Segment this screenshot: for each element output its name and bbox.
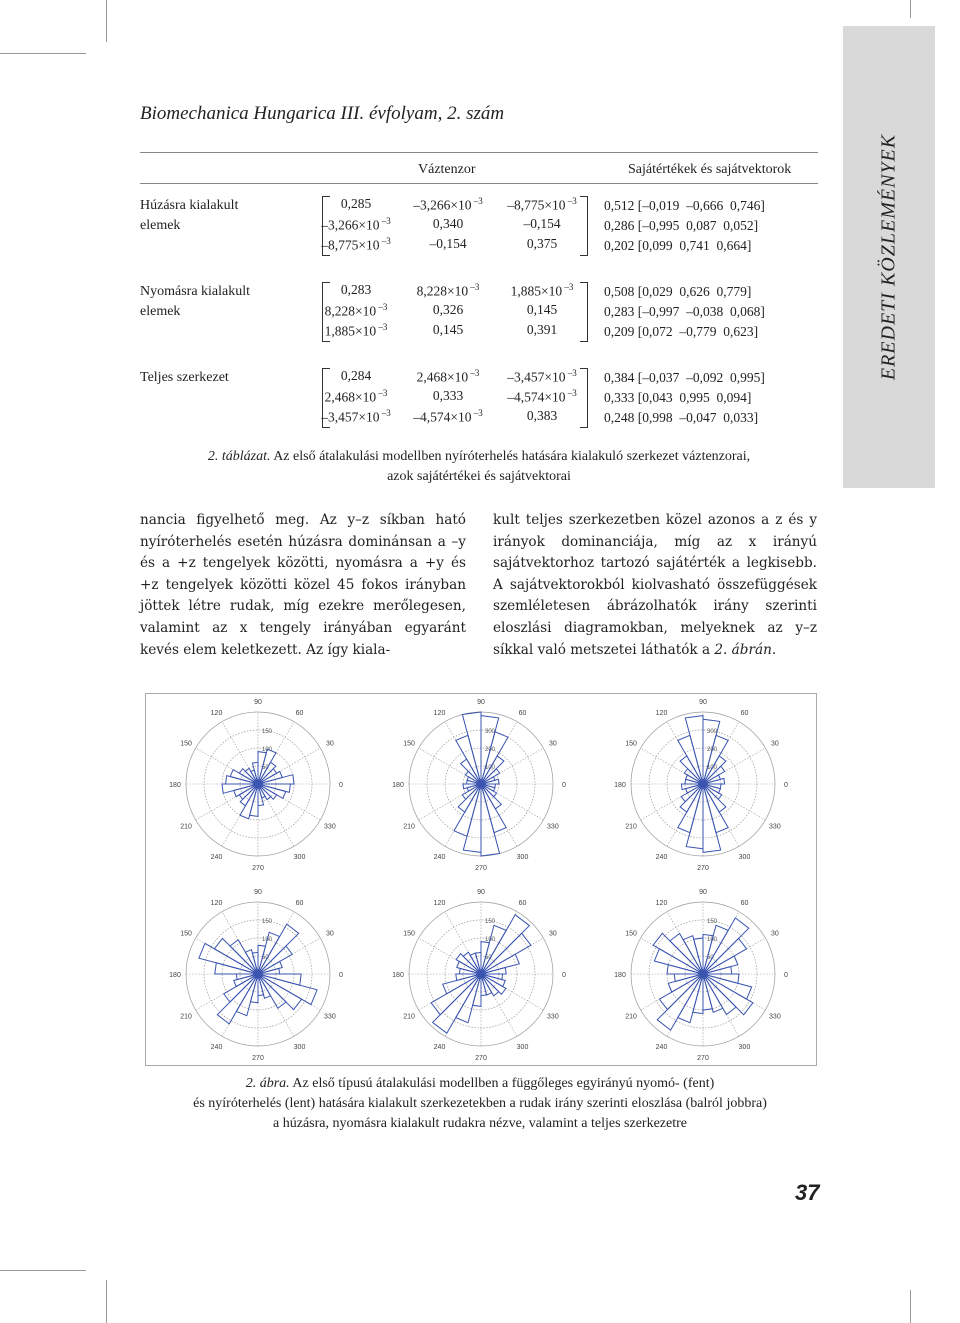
angle-label: 120 (655, 710, 668, 718)
figure-caption (120, 1074, 840, 1134)
matrix-value: –3,457×10 (321, 409, 380, 425)
table-caption-label: 2. táblázat. (207, 449, 271, 464)
radial-tick-label: 200 (707, 747, 718, 753)
matrix-cell (487, 216, 597, 232)
radial-tick-label: 50 (262, 765, 269, 771)
radial-tick-label: 150 (485, 919, 496, 925)
body-column-left (140, 510, 466, 661)
matrix-exponent: –3 (379, 236, 391, 246)
angle-label: 180 (169, 782, 181, 789)
eigen-block (604, 282, 765, 342)
angle-label: 330 (769, 1013, 781, 1021)
body-right-text: kult teljes szerkezetben közel azonos a z és y irányok dominanciája, míg az x irányú sajátvektorhoz tartozó sajátérték a legkisebb. A sajátvektorokból kiolvasható összefüggések szemléletesen ábrázolhatók irány szerinti eloszlási diagramokban, melyeknek az y–z síkkal való metszetei láthatók a (493, 512, 817, 658)
table-header-eigen: Sajátértékek és sajátvektorok (628, 162, 792, 177)
matrix-exponent: –3 (379, 408, 391, 418)
matrix-value: 1,885×10 (324, 323, 377, 339)
page-number: 37 (795, 1180, 820, 1205)
eigen-line: 0,333 [0,043 0,995 0,094] (604, 390, 752, 405)
table-caption-line2: azok sajátértékei és sajátvektorai (387, 469, 571, 484)
matrix-value: –8,775×10 (321, 237, 380, 253)
angle-label: 210 (625, 1013, 637, 1021)
matrix-cell (487, 388, 597, 406)
matrix-value: –3,457×10 (507, 369, 566, 385)
row-label (140, 282, 250, 322)
angle-label: 120 (433, 710, 446, 718)
angle-label: 150 (180, 740, 192, 748)
angle-label: 210 (403, 1013, 415, 1021)
matrix-value: 8,228×10 (324, 303, 377, 319)
figure-reference: 2. ábrán (714, 641, 772, 658)
row-label (140, 368, 229, 388)
angle-label: 90 (254, 699, 262, 706)
matrix-value: 0,383 (526, 408, 558, 423)
table-caption-line1: Az első átalakulási modellben nyíróterhelés hatására kialakuló szerkezet váztenzorai, (270, 449, 751, 464)
crop-mark (910, 0, 911, 18)
radial-tick-label: 150 (262, 919, 273, 925)
angle-label: 150 (180, 930, 192, 938)
rose-petal (703, 918, 749, 974)
matrix-exponent: –3 (565, 196, 577, 206)
matrix-value: 0,326 (432, 302, 464, 317)
matrix-cell (487, 236, 597, 252)
angle-label: 210 (625, 823, 637, 831)
radial-tick-label: 50 (707, 955, 714, 961)
figure-caption-line1: Az első típusú átalakulási modellben a függőleges egyirányú nyomó- (fent) (289, 1076, 715, 1091)
angle-label: 180 (614, 782, 626, 789)
matrix-value: 0,145 (526, 302, 558, 317)
angle-label: 330 (547, 1013, 559, 1021)
crop-mark (910, 1290, 911, 1323)
radial-tick-label: 300 (707, 729, 718, 735)
matrix-value: 0,391 (526, 322, 558, 337)
body-right-end: . (771, 641, 777, 658)
rose-petal (686, 784, 703, 849)
eigen-line: 0,209 [0,072 –0,779 0,623] (604, 324, 759, 339)
matrix-cell (487, 408, 597, 424)
angle-label: 120 (655, 900, 668, 908)
rose-petal (217, 974, 258, 1024)
matrix-value: 8,228×10 (416, 283, 469, 299)
angle-label: 210 (403, 823, 415, 831)
matrix-value: 0,145 (432, 322, 464, 337)
angle-label: 330 (769, 823, 781, 831)
angle-label: 90 (477, 889, 485, 896)
eigen-block (604, 368, 765, 428)
matrix-exponent: –3 (379, 216, 391, 226)
angle-label: 210 (180, 1013, 192, 1021)
matrix-cell (487, 302, 597, 318)
section-sidebar (843, 26, 935, 488)
angle-label: 90 (477, 699, 485, 706)
angle-label: 90 (699, 889, 707, 896)
body-column-right (493, 510, 817, 661)
matrix-exponent: –3 (565, 368, 577, 378)
angle-label: 30 (770, 740, 779, 748)
angle-label: 300 (738, 853, 751, 861)
angle-label: 90 (699, 699, 707, 706)
angle-label: 120 (210, 900, 223, 908)
matrix-value: 0,285 (340, 196, 372, 211)
matrix-cell (487, 196, 597, 214)
rose-petal (431, 974, 481, 1015)
matrix-cell (487, 282, 597, 300)
matrix-exponent: –3 (376, 302, 388, 312)
angle-label: 90 (254, 889, 262, 896)
angle-label: 30 (325, 740, 334, 748)
angle-label: 210 (180, 823, 192, 831)
matrix-value: 1,885×10 (510, 283, 563, 299)
radial-tick-label: 150 (262, 729, 273, 735)
eigen-line: 0,384 [–0,037 –0,092 0,995] (604, 370, 765, 385)
angle-label: 0 (339, 782, 343, 789)
rose-petal (433, 974, 481, 1033)
matrix-exponent: –3 (376, 322, 388, 332)
angle-label: 60 (295, 710, 304, 718)
angle-label: 0 (784, 972, 788, 979)
table-header-rule (140, 183, 818, 184)
row-label-line: elemek (140, 304, 181, 319)
table-caption (140, 447, 818, 487)
radial-tick-label: 50 (262, 955, 269, 961)
body-left-text: nancia figyelhető meg. Az y–z síkban ható nyíróterhelés esetén húzásra dominánsan a –y és a +z tengelyek közötti, nyomásra a +y és +z tengelyek közötti közel 45 fokos irányban jöttek létre rudak, míg ezekre merőlegesen, valamint az x tengely irányában egyaránt kevés elem keletkezett. Az így kiala- (140, 512, 466, 658)
matrix-exponent: –3 (471, 196, 483, 206)
matrix-value: –4,574×10 (413, 409, 472, 425)
matrix-value: 2,468×10 (324, 389, 377, 405)
angle-label: 240 (655, 853, 668, 861)
matrix-cell (487, 368, 597, 386)
angle-label: 180 (392, 782, 404, 789)
table-header-tensor: Váztenzor (418, 162, 476, 177)
angle-label: 300 (738, 1043, 751, 1051)
angle-label: 60 (740, 710, 749, 718)
table-top-rule (140, 152, 818, 153)
matrix-value: 0,340 (432, 216, 464, 231)
angle-label: 180 (614, 972, 626, 979)
rose-petal (258, 924, 299, 974)
rose-petal (693, 974, 703, 1014)
row-label-line: elemek (140, 218, 181, 233)
section-label: EREDETI KÖZLEMÉNYEK (877, 133, 900, 381)
row-label-line: Húzásra kialakult (140, 198, 239, 213)
angle-label: 240 (433, 853, 446, 861)
rose-petal (215, 963, 258, 974)
angle-label: 240 (210, 1043, 223, 1051)
angle-label: 270 (475, 1055, 487, 1062)
matrix-exponent: –3 (376, 388, 388, 398)
matrix-exponent: –3 (565, 388, 577, 398)
figure-2-frame (145, 693, 817, 1066)
radial-tick-label: 100 (485, 937, 496, 943)
angle-label: 300 (516, 853, 529, 861)
angle-label: 0 (339, 972, 343, 979)
angle-label: 300 (293, 1043, 306, 1051)
row-label-line: Teljes szerkezet (140, 370, 229, 385)
angle-label: 330 (547, 823, 559, 831)
angle-label: 60 (740, 900, 749, 908)
figure-caption-label: 2. ábra. (245, 1076, 290, 1091)
radial-tick-label: 100 (485, 765, 496, 771)
angle-label: 270 (475, 865, 487, 872)
radial-tick-label: 100 (262, 937, 273, 943)
crop-mark (106, 1280, 107, 1323)
angle-label: 60 (518, 710, 527, 718)
eigen-line: 0,283 [–0,997 –0,038 0,068] (604, 304, 765, 319)
rose-petal (258, 974, 301, 985)
angle-label: 60 (295, 900, 304, 908)
angle-label: 270 (252, 865, 264, 872)
figure-caption-line2: és nyíróterhelés (lent) hatására kialakult szerkezetekben a rudak irány szerinti eloszlása (balról jobbra) (193, 1096, 767, 1111)
angle-label: 330 (324, 823, 336, 831)
eigen-line: 0,512 [–0,019 –0,666 0,746] (604, 198, 765, 213)
matrix-exponent: –3 (468, 368, 480, 378)
angle-label: 240 (210, 853, 223, 861)
matrix-cell (487, 322, 597, 338)
matrix-value: –3,266×10 (413, 197, 472, 213)
radial-tick-label: 300 (485, 729, 496, 735)
rose-petal (481, 716, 499, 784)
angle-label: 0 (784, 782, 788, 789)
eigen-line: 0,248 [0,998 –0,047 0,033] (604, 410, 759, 425)
angle-label: 60 (518, 900, 527, 908)
eigen-block (604, 196, 765, 256)
matrix-value: 2,468×10 (416, 369, 469, 385)
matrix-value: –4,574×10 (507, 389, 566, 405)
angle-label: 150 (625, 930, 637, 938)
angle-label: 270 (697, 1055, 709, 1062)
angle-label: 330 (324, 1013, 336, 1021)
angle-label: 300 (516, 1043, 529, 1051)
row-label (140, 196, 238, 236)
radial-tick-label: 200 (485, 747, 496, 753)
matrix-exponent: –3 (471, 408, 483, 418)
matrix-value: –0,154 (523, 216, 561, 231)
angle-label: 0 (562, 782, 566, 789)
radial-tick-label: 100 (262, 747, 273, 753)
angle-label: 30 (548, 930, 557, 938)
radial-tick-label: 150 (707, 919, 718, 925)
matrix-value: –3,266×10 (321, 217, 380, 233)
angle-label: 180 (169, 972, 181, 979)
angle-label: 270 (252, 1055, 264, 1062)
radial-tick-label: 50 (485, 955, 492, 961)
eigen-line: 0,508 [0,029 0,626 0,779] (604, 284, 752, 299)
eigen-line: 0,202 [0,099 0,741 0,664] (604, 238, 752, 253)
row-label-line: Nyomásra kialakult (140, 284, 251, 299)
matrix-value: 0,283 (340, 282, 372, 297)
matrix-value: 0,375 (526, 236, 558, 251)
angle-label: 30 (325, 930, 334, 938)
angle-label: 150 (403, 740, 415, 748)
matrix-exponent: –3 (562, 282, 574, 292)
matrix-value: –0,154 (429, 236, 467, 251)
crop-mark (0, 1270, 86, 1271)
crop-mark (106, 0, 107, 42)
matrix-value: 0,333 (432, 388, 464, 403)
angle-label: 120 (210, 710, 223, 718)
angle-label: 180 (392, 972, 404, 979)
angle-label: 120 (433, 900, 446, 908)
angle-label: 240 (655, 1043, 668, 1051)
journal-header: Biomechanica Hungarica III. évfolyam, 2. szám (140, 103, 505, 124)
matrix-value: 0,284 (340, 368, 372, 383)
crop-mark (0, 53, 86, 54)
angle-label: 0 (562, 972, 566, 979)
eigen-line: 0,286 [–0,995 0,087 0,052] (604, 218, 759, 233)
angle-label: 270 (697, 865, 709, 872)
radial-tick-label: 100 (707, 765, 718, 771)
angle-label: 30 (770, 930, 779, 938)
angle-label: 150 (403, 930, 415, 938)
matrix-value: –8,775×10 (507, 197, 566, 213)
angle-label: 150 (625, 740, 637, 748)
angle-label: 30 (548, 740, 557, 748)
matrix-exponent: –3 (468, 282, 480, 292)
figure-caption-line3: a húzásra, nyomásra kialakult rudakra nézve, valamint a teljes szerkezetre (273, 1116, 687, 1131)
angle-label: 300 (293, 853, 306, 861)
angle-label: 240 (433, 1043, 446, 1051)
radial-tick-label: 100 (707, 937, 718, 943)
rose-diagrams (146, 694, 816, 1065)
